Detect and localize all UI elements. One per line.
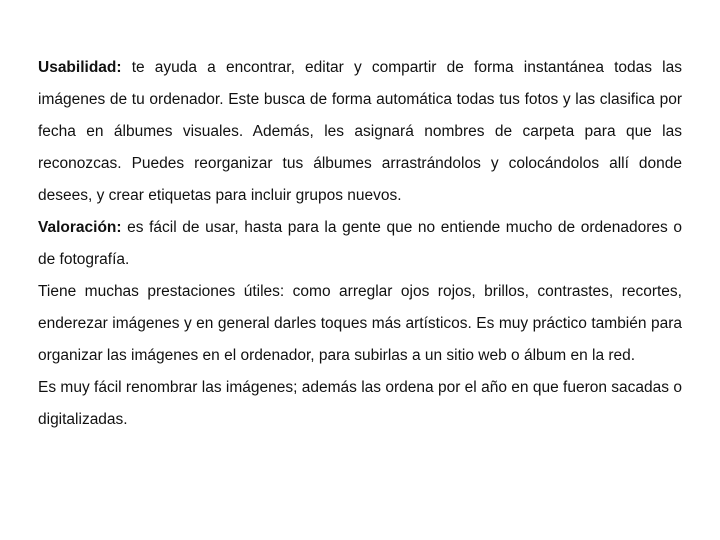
paragraph-renombrar <box>38 372 682 436</box>
term-usabilidad: Usabilidad: <box>38 59 122 76</box>
paragraph-text: te ayuda a encontrar, editar y compartir de forma instantánea todas las imágenes de tu ordenador. Este busca de forma automática todas tus fotos y las clasifica por fecha en álbumes visuales. Además, les asignará nombres de carpeta para que las reconozcas. Puedes reorganizar tus álbumes arrastrándolos y colocándolos allí donde desees, y crear etiquetas para incluir grupos nuevos. <box>38 59 682 204</box>
paragraph-text: es fácil de usar, hasta para la gente que no entiende mucho de ordenadores o de fotografía. <box>38 219 682 268</box>
document-body <box>38 52 682 436</box>
term-valoracion: Valoración: <box>38 219 122 236</box>
paragraph-valoracion <box>38 212 682 276</box>
paragraph-prestaciones <box>38 276 682 372</box>
paragraph-text: Tiene muchas prestaciones útiles: como arreglar ojos rojos, brillos, contrastes, recortes, enderezar imágenes y en general darles toques más artísticos. Es muy práctico también para organizar las imágenes en el ordenador, para subirlas a un sitio web o álbum en la red. <box>38 283 682 364</box>
paragraph-text: Es muy fácil renombrar las imágenes; además las ordena por el año en que fueron sacadas o digitalizadas. <box>38 379 682 428</box>
paragraph-usabilidad <box>38 52 682 212</box>
